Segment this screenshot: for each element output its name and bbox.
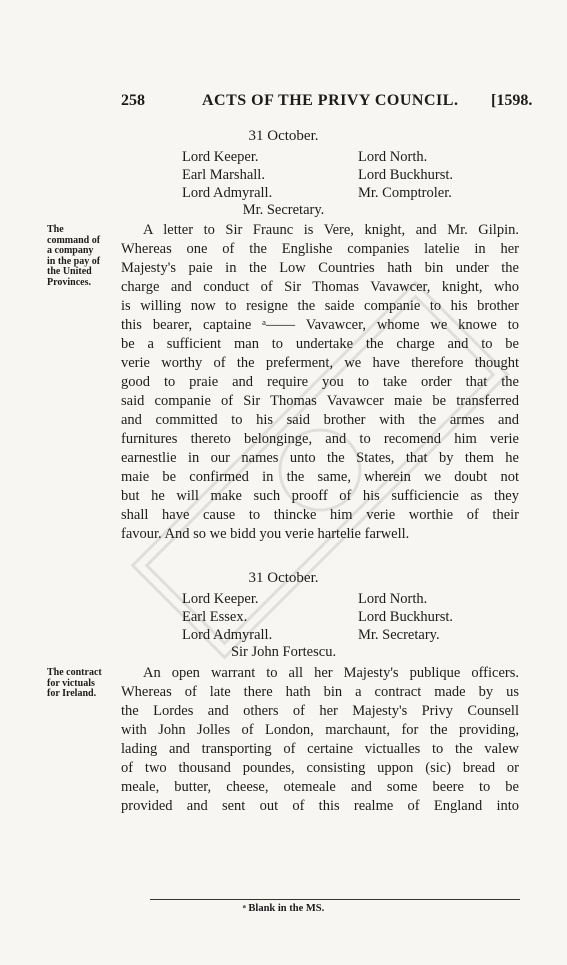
- entry-date: 31 October.: [248, 128, 319, 144]
- attendee-centered: Mr. Secretary.: [242, 202, 325, 218]
- text-line: A letter to Sir Fraunc is Vere, knight, and Mr. Gilpin.: [143, 222, 519, 238]
- text-line: Majesty's paie in the Low Countries hath bin under the: [121, 260, 519, 276]
- attendee: Mr. Secretary.: [358, 627, 440, 643]
- text-line: lading and transporting of certaine victualles to the valew: [121, 741, 519, 757]
- attendance-row: [182, 626, 482, 644]
- text-line: Whereas one of the Englishe companies latelie in her: [121, 241, 519, 257]
- text-line: said companie of Sir Thomas Vavawcer maie be transferred: [121, 393, 519, 409]
- text-line: this bearer, captaine ᵃ—— Vavawcer, whome we knowe to: [121, 317, 519, 333]
- attendee-centered: Sir John Fortescu.: [230, 644, 337, 660]
- attendee: Lord North.: [358, 149, 428, 165]
- text-line: meale, butter, cheese, otemeale and some beere to be: [121, 779, 519, 795]
- text-line: charge and conduct of Sir Thomas Vavawcer, knight, who: [121, 279, 519, 295]
- page-number: 258: [121, 92, 145, 109]
- footnote: ᵃ Blank in the MS.: [242, 903, 325, 914]
- text-line: but he will make such prooff of his sufficiencie as they: [121, 488, 519, 504]
- attendance-list: [182, 148, 482, 202]
- attendee: Earl Marshall.: [182, 167, 265, 183]
- attendance-row: [182, 184, 482, 202]
- text-line: be a sufficient man to undertake the charge and to be: [121, 336, 519, 352]
- text-line: furnitures thereto belonginge, and to recomend him verie: [121, 431, 519, 447]
- attendee: Lord Buckhurst.: [358, 609, 454, 625]
- text-line: of two thousand poundes, consisting uppon (sic) bread or: [121, 760, 519, 776]
- attendee: Lord North.: [358, 591, 428, 607]
- attendance-row: [182, 148, 482, 166]
- attendance-row: [182, 608, 482, 626]
- text-line: is willing now to resigne the saide companie to his brother: [121, 298, 519, 314]
- text-line: verie worthy of the preferment, we have therefore thought: [121, 355, 519, 371]
- attendance-row: [182, 590, 482, 608]
- running-header: [0, 92, 567, 114]
- text-line: earnestlie in our names unto the States, that by them he: [121, 450, 519, 466]
- attendee: Mr. Comptroler.: [358, 185, 452, 201]
- running-title: ACTS OF THE PRIVY COUNCIL.: [202, 92, 459, 109]
- footnote-rule: [150, 899, 520, 900]
- attendee: Lord Buckhurst.: [358, 167, 454, 183]
- text-line: provided and sent out of this realme of England into: [121, 798, 519, 814]
- text-line: An open warrant to all her Majesty's publique officers.: [143, 665, 519, 681]
- text-line: favour. And so we bidd you verie hartelie farwell.: [121, 526, 410, 542]
- attendee: Lord Keeper.: [182, 591, 259, 607]
- body-paragraph: [121, 221, 519, 544]
- attendance-list: [182, 590, 482, 644]
- attendee: Lord Keeper.: [182, 149, 259, 165]
- text-line: shall have cause to thincke him verie worthie of their: [121, 507, 519, 523]
- attendee: Earl Essex.: [182, 609, 248, 625]
- year-marker: [1598.: [491, 92, 533, 109]
- text-line: the Lordes and others of her Majesty's Privy Counsell: [121, 703, 519, 719]
- entry-date: 31 October.: [248, 570, 319, 586]
- sidenote: The command of a company in the pay of the United Provinces.: [47, 224, 101, 288]
- text-line: maie be confirmed in the same, wherein we doubt not: [121, 469, 519, 485]
- body-paragraph: [121, 664, 519, 816]
- attendee: Lord Admyrall.: [182, 627, 273, 643]
- text-line: Whereas of late there hath bin a contract made by us: [121, 684, 519, 700]
- sidenote: The contract for victuals for Ireland.: [47, 667, 102, 699]
- attendance-row: [182, 166, 482, 184]
- text-line: good to praie and require you to take order that the: [121, 374, 519, 390]
- text-line: and committed to his said brother with the armes and: [121, 412, 519, 428]
- attendee: Lord Admyrall.: [182, 185, 273, 201]
- text-line: with John Jolles of London, marchaunt, for the providing,: [121, 722, 519, 738]
